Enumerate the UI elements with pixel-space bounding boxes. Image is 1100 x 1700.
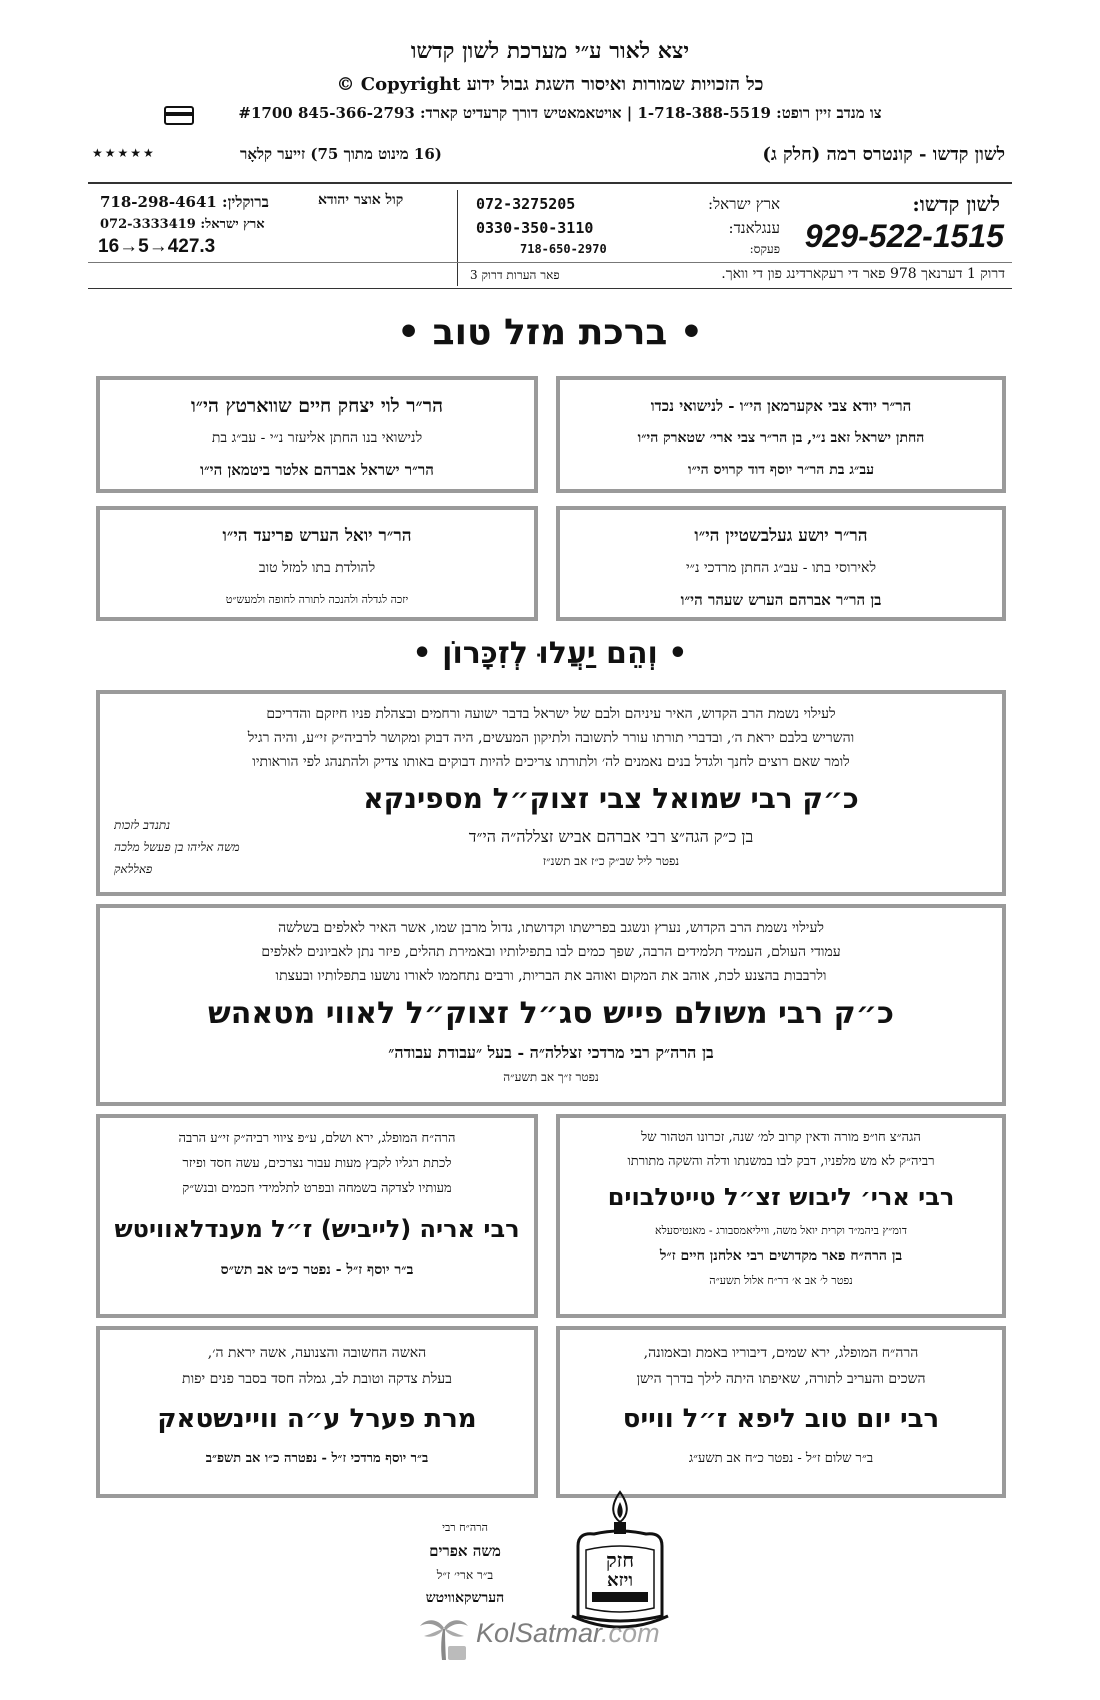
site-brand[interactable] [476, 1618, 660, 1649]
eretz-line[interactable]: ארץ ישראל: 072-3333419 [100, 217, 265, 232]
memorial-text: בעלת צדקה וטובת לב, גמלה חסד בסבר פנים יפות [182, 1371, 452, 1387]
mazel-line: לאירוסי בתו - עב״ג החתן מרדכי נ״י [685, 560, 877, 576]
memorial-box-weiss [556, 1326, 1006, 1498]
candle-logo [564, 1488, 676, 1638]
memorial-box-weinstock [96, 1326, 538, 1498]
mazel-line: בן הר״ר אברהם הערש שעהר הי״ו [680, 591, 882, 609]
memorial-date: נפטר ל׳ אב א׳ דר״ח אלול תשע״ה [709, 1274, 853, 1287]
memorial-text: השכים והעריב לתורה, שאיפתו היתה לילך בדרך הישן [636, 1371, 926, 1387]
donor-line: נתנדב לזכות [114, 818, 171, 832]
site-tld: .com [601, 1618, 660, 1648]
mazel-box-4 [96, 506, 538, 621]
memorial-name: רבי אריה (לייביש) ז״ל מענדלאוויטש [114, 1215, 520, 1243]
footer-line: ב״ר ארי׳ ז״ל [436, 1568, 494, 1582]
divider [88, 182, 1012, 184]
footer-line: משה אפרים [429, 1542, 501, 1560]
memorial-text: לומר שאם רוצים לחנך ולגדל בנים נאמנים לה׳ ולתורתו צריכים להיות דבוקים באותו צדיק ולהתנהג לפי הוראותיו [252, 754, 850, 770]
bullet: • [412, 636, 443, 671]
memorial-father: בן כ״ק הגה״צ רבי אברהם אביש זצללה״ה הי״ד [468, 827, 754, 846]
lk-phone[interactable]: 929-522-1515 [804, 218, 1004, 254]
fax-number[interactable]: 718-650-2970 [520, 242, 607, 256]
donor-line: פאללאק [114, 862, 153, 876]
memorial-name: מרת פערל ע״ה וויינשטאק [157, 1404, 477, 1434]
donor-line: משה אליהו בן פעשל מלכה [114, 840, 240, 854]
section-title-mazel-tov: • ברכת מזל טוב • [397, 312, 703, 353]
site-name: KolSatmar [476, 1618, 602, 1648]
memorial-text: האשה החשובה והצנועה, אשה יראת ה׳, [207, 1345, 427, 1361]
england-phone[interactable]: 0330-350-3110 [476, 219, 594, 237]
mazel-line: לנישואי בנו החתן אליעזר נ״י - עב״ג בת [211, 430, 423, 446]
brooklyn-line[interactable]: ברוקלין: 718-298-4641 [100, 193, 269, 211]
mazel-line: הר״ר לוי יצחק חיים שווארטץ הי״ו [190, 395, 444, 417]
notes-instruction: פאר הערות דרוק 3 [470, 268, 560, 282]
memorial-box-spinka [96, 690, 1006, 896]
memorial-name: כ״ק רבי משולם פייש סג״ל זצוק״ל לאווי מטאהש [207, 996, 894, 1031]
memorial-text: הגה״צ חו״פ מורה ודאין קרוב למ׳ שנה, זכרונו הטהור של [641, 1130, 921, 1145]
logo-text-top: חזק [605, 1548, 635, 1572]
footer-dedication [390, 1518, 540, 1610]
duration-label: (16 מינוט מתוך 75) זייער קלאָר [240, 145, 442, 163]
memorial-name: רבי ארי׳ ליבוש זצ״ל טייטלבוים [607, 1183, 955, 1211]
memorial-text: לעילוי נשמת הרב הקדוש, נערץ ונשגב בפרישתו וקדושתו, גדול מרבן שמו, אשר האיר לאלפים בשלשה [278, 920, 824, 936]
memorial-text: דומ״ץ ביהמ״ד וקרית יואל משה, וויליאמסבורג - מאנטיסעלא [654, 1224, 908, 1237]
memorial-name: רבי יום טוב ליפא ז״ל ווייס [622, 1404, 940, 1434]
extension-path: 16→5→427.3 [98, 236, 216, 257]
donor-note [114, 814, 284, 880]
footer-line: הרה״ח רבי [442, 1521, 488, 1534]
donate-line: צו מנדב זיין רופט: 1-718-388-5519 | אויטאמאטיש דורך קרעדיט קארד: 845-366-2793 #1700 [238, 104, 882, 122]
lk-label: לשון קדשו: [912, 192, 1000, 216]
mazel-line: יזכה לגדלה ולהנכה לתורה לחופה ולמעש״ט [225, 593, 409, 606]
mazel-box-2 [96, 376, 538, 493]
memorial-date: נפטר ליל שב״ק כ״ז אב תשנ״ז [542, 854, 680, 868]
copyright-line: כל הזכויות שמורות ואיסור השגת גבול ידוע Copyright © [336, 74, 764, 95]
memorial-date: ב״ר יוסף מרדכי ז״ל - נפטרה כ״ו אב תשפ״ב [205, 1451, 429, 1466]
memorial-text: הרה״ח המופלג, ירא ושלם, ע״פ ציווי רביה״ק זי״ע הרבה [178, 1131, 456, 1146]
memorial-text: עמודי העולם, העמיד תלמידים הרבה, שפך כמים לבו בתפילותיו ובאמירת תהלים, פיזר נתן לאביונים לאלפים [261, 944, 841, 960]
fax-label: פעקס: [749, 242, 780, 256]
memorial-date: ב״ר שלום ז״ל - נפטר כ״ח אב תשע״ג [688, 1451, 874, 1466]
israel-label: ארץ ישראל: [708, 195, 780, 213]
memorial-date: ב״ר יוסף ז״ל - נפטר כ״ט אב תש״ס [220, 1262, 414, 1278]
publisher-line: יצא לאור ע״י מערכת לשון קדשו [410, 38, 690, 64]
divider [88, 262, 1012, 263]
memorial-text: הרה״ח המופלג, ירא שמים, דיבוריו באמת ובאמונה, [643, 1345, 919, 1361]
memorial-text: והשריש בלבם יראת ה׳, ובדברי תורתו עורר לתשובה ולתיקון המעשים, היה דבוק ומקושר לרביה״ק זי״ע, והיה רגיל [247, 730, 855, 746]
mazel-box-3 [556, 506, 1006, 621]
memorial-text: רביה״ק לא מש מלפניו, דבק לבו במשנתו ודלה והשקה מתורתו [627, 1154, 935, 1169]
memorial-box-tosh [96, 904, 1006, 1106]
divider [88, 288, 1012, 289]
pamphlet-title: לשון קדשו - קונטרס רמה (חלק ג) [762, 144, 1005, 165]
bullet: • [667, 312, 703, 353]
logo-text-bottom: ויזא [607, 1570, 633, 1591]
rating-stars: ★★★★★ [92, 146, 156, 160]
memorial-text: מעותיו לצדקה בשמחה ובפרט לתלמידי חכמים ובנש״ק [182, 1181, 452, 1196]
mazel-box-1 [556, 376, 1006, 493]
memorial-father: בן הרה״ק רבי מרדכי זצללה״ה - בעל ״עבודת עבודה״ [388, 1043, 714, 1062]
footer-line: הערשקאוויטש [425, 1590, 505, 1606]
england-label: ענגלאנד: [728, 219, 780, 237]
credit-card-icon [164, 106, 194, 125]
memorial-text: לכתת רגליו לקבץ מעות עבור נצרכים, עשה חסד ופיזר [182, 1156, 452, 1171]
memorial-text: ולרבבות בהצנע לכת, אוהב את המקום ואוהב את הבריות, ורבים נתחממו לאורו נושעו בתפלותיו ובעצתו [275, 968, 827, 984]
divider [457, 190, 458, 286]
mazel-line: עב״ג בת הר״ר יוסף דוד קרויס הי״ו [688, 462, 874, 478]
mazel-line: הר״ר יואל הערש פריעד הי״ו [222, 526, 412, 546]
mazel-line: החתן ישראל זאב נ״י, בן הר״ר צבי ארי׳ שטארק הי״ו [637, 430, 925, 446]
mazel-line: הר״ר יודא צבי אקערמאן הי״ו - לנישואי נכדו [650, 397, 912, 415]
memorial-text: לעילוי נשמת הרב הקדוש, האיר עיניהם ולבם של ישראל בדבר ישועה ורחמים ובצהלת פניו חיזקם והדריכם [266, 706, 836, 722]
print-instruction: דרוק 1 דערנאך 978 פאר די רעקארדינג פון די וואך. [721, 266, 1005, 282]
memorial-date: נפטר ז״ך אב תשע״ה [503, 1070, 599, 1084]
memorial-box-teitelbaum [556, 1114, 1006, 1318]
palm-tree-icon [418, 1614, 470, 1662]
kol-otzar-label: קול אוצר יהודא [318, 192, 404, 208]
bullet: • [657, 636, 688, 671]
section-title-memorial: • וְהֵם יַעֲלוּ לְזִכָּרוֹן • [412, 636, 688, 671]
mazel-line: להולדת בתו למזל טוב [258, 560, 376, 576]
memorial-box-mendelovitch [96, 1114, 538, 1318]
mazel-line: הר״ר ישראל אברהם אלטר ביטמאן הי״ו [200, 461, 434, 479]
bullet: • [397, 312, 433, 353]
mazel-line: הר״ר יושע געלבשטיין הי״ו [694, 526, 868, 546]
memorial-name: כ״ק רבי שמואל צבי זצוק״ל מספינקא [363, 782, 859, 815]
israel-phone[interactable]: 072-3275205 [476, 195, 576, 213]
memorial-father: בן הרה״ח פאר מקדושים רבי אלחנן חיים ז״ל [659, 1248, 903, 1264]
